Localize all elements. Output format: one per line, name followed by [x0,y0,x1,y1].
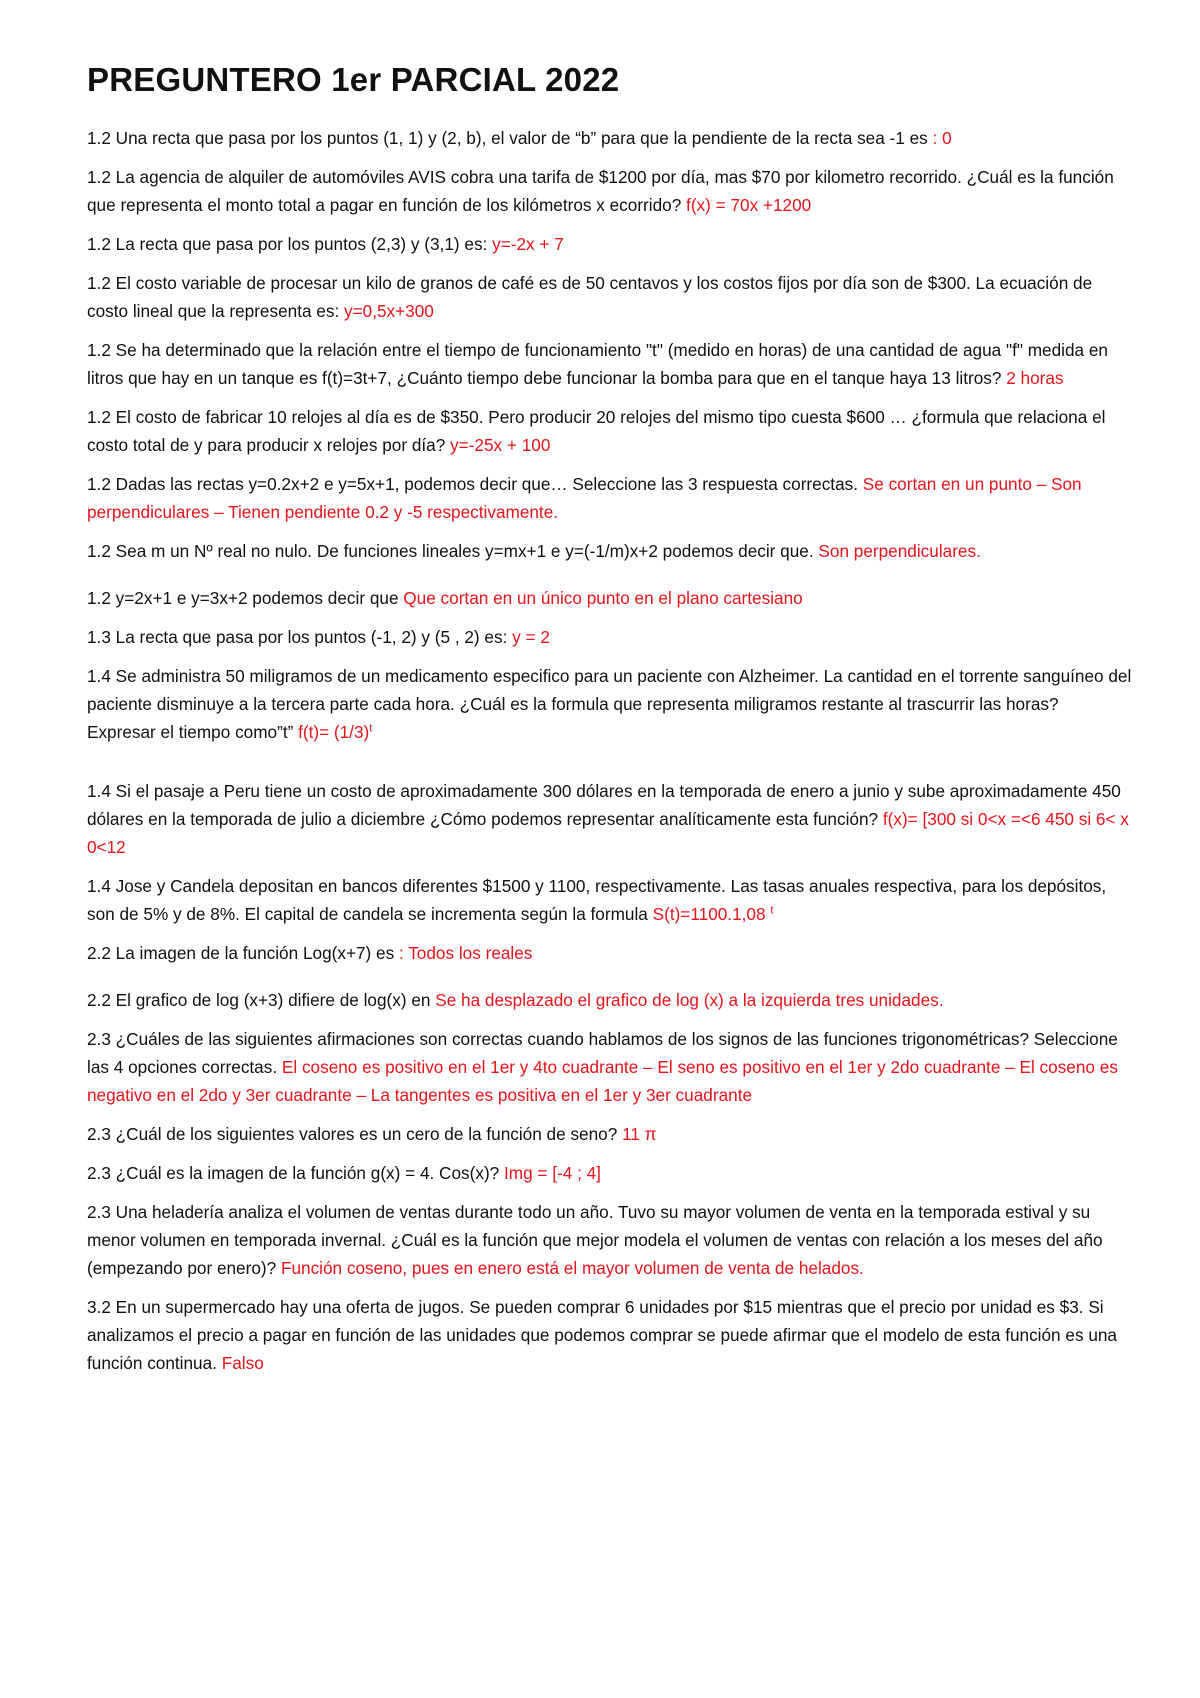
question-10 [87,623,1132,651]
question-11 [87,662,1132,746]
answer-text: y = 2 [512,627,550,647]
question-1 [87,124,1132,152]
question-text: 1.4 Jose y Candela depositan en bancos diferentes $1500 y 1100, respectivamente. Las tasas anuales respectiva, para los depósitos, son de 5% y de 8%. El capital de candela se incrementa según la formula [87,876,1107,924]
answer-text: f(x)= [300 si 0<x =<6 450 si 6< x 0<12 [87,809,1129,857]
answer-text: 2 horas [1006,368,1064,388]
answer-text: Se ha desplazado el grafico de log (x) a la izquierda tres unidades. [435,990,944,1010]
document-page [87,58,1132,1388]
answer-text: El coseno es positivo en el 1er y 4to cuadrante – El seno es positivo en el 1er y 2do cuadrante – El coseno es negativo en el 2do y 3er cuadrante – La tangentes es positiva en el 1er y 3er cuadrante [87,1057,1118,1105]
answer-text: y=0,5x+300 [344,301,434,321]
answer-text: y=-2x + 7 [492,234,564,254]
question-4 [87,269,1132,325]
question-text: 3.2 En un supermercado hay una oferta de jugos. Se pueden comprar 6 unidades por $15 mientras que el precio por unidad es $3. Si analizamos el precio a pagar en función de las unidades que podemos comprar se puede afirmar que el modelo de esta función es una función continua. [87,1297,1117,1373]
question-7 [87,470,1132,526]
question-14 [87,939,1132,967]
question-text: 2.2 El grafico de log (x+3) difiere de log(x) en [87,990,436,1010]
answer-text: Son perpendiculares. [818,541,981,561]
question-8 [87,537,1132,565]
question-text: 1.2 El costo de fabricar 10 relojes al día es de $350. Pero producir 20 relojes del mismo tipo cuesta $600 … ¿formula que relaciona el costo total de y para producir x relojes por día? [87,407,1106,455]
question-5 [87,336,1132,392]
answer-text: : 0 [932,128,952,148]
answer-text: Se cortan en un punto – Son perpendiculares – Tienen pendiente 0.2 y -5 respectivamente. [87,474,1082,522]
answer-exponent: t [770,904,774,917]
question-18 [87,1159,1132,1187]
question-text: 1.3 La recta que pasa por los puntos (-1, 2) y (5 , 2) es: [87,627,513,647]
spacer [87,576,1132,584]
answer-text: Img = [-4 ; 4] [504,1163,601,1183]
answer-text: S(t)=1100.1,08 [652,904,771,924]
answer-exponent: t [369,722,373,735]
spacer [87,978,1132,986]
answer-text: f(t)= (1/3) [298,722,370,742]
question-20 [87,1293,1132,1377]
answer-text: Falso [221,1353,264,1373]
question-text: 2.3 Una heladería analiza el volumen de ventas durante todo un año. Tuvo su mayor volumen de venta en la temporada estival y su menor volumen en temporada invernal. ¿Cuál es la función que mejor modela el volumen de ventas con relación a los meses del año (empezando por enero)? [87,1202,1103,1278]
question-text: 1.2 La agencia de alquiler de automóviles AVIS cobra una tarifa de $1200 por día, mas $70 por kilometro recorrido. ¿Cuál es la función que representa el monto total a pagar en función de los kilómetros x ecorrido? [87,167,1114,215]
question-2 [87,163,1132,219]
spacer [87,757,1132,777]
question-text: 1.2 Dadas las rectas y=0.2x+2 e y=5x+1, podemos decir que… Seleccione las 3 respuesta correctas. [87,474,863,494]
answer-text: Función coseno, pues en enero está el mayor volumen de venta de helados. [280,1258,864,1278]
question-text: 2.3 ¿Cuáles de las siguientes afirmaciones son correctas cuando hablamos de los signos de las funciones trigonométricas? Seleccione las 4 opciones correctas. [87,1029,1118,1077]
question-9 [87,584,1132,612]
answer-text: Que cortan en un único punto en el plano cartesiano [403,588,803,608]
answer-text: f(x) = 70x +1200 [686,195,812,215]
question-text: 2.3 ¿Cuál de los siguientes valores es un cero de la función de seno? [87,1124,623,1144]
question-text: 1.2 y=2x+1 e y=3x+2 podemos decir que [87,588,404,608]
question-text: 1.2 La recta que pasa por los puntos (2,3) y (3,1) es: [87,234,493,254]
answer-text: y=-25x + 100 [450,435,551,455]
question-text: 1.4 Si el pasaje a Peru tiene un costo de aproximadamente 300 dólares en la temporada de enero a junio y sube aproximadamente 450 dólares en la temporada de julio a diciembre ¿Cómo podemos representar analíticamente esta función? [87,781,1121,829]
question-13 [87,872,1132,928]
question-text: 2.3 ¿Cuál es la imagen de la función g(x) = 4. Cos(x)? [87,1163,504,1183]
question-text: 2.2 La imagen de la función Log(x+7) es [87,943,399,963]
question-text: 1.2 Se ha determinado que la relación entre el tiempo de funcionamiento "t" (medido en horas) de una cantidad de agua "f" medida en litros que hay en un tanque es f(t)=3t+7, ¿Cuánto tiempo debe funcionar la bomba para que en el tanque haya 13 litros? [87,340,1108,388]
question-15 [87,986,1132,1014]
question-12 [87,777,1132,861]
question-16 [87,1025,1132,1109]
question-text: 1.2 El costo variable de procesar un kilo de granos de café es de 50 centavos y los costos fijos por día son de $300. La ecuación de costo lineal que la representa es: [87,273,1093,321]
question-text: 1.2 Sea m un Nº real no nulo. De funciones lineales y=mx+1 e y=(-1/m)x+2 podemos decir que. [87,541,819,561]
question-19 [87,1198,1132,1282]
question-17 [87,1120,1132,1148]
question-text: 1.4 Se administra 50 miligramos de un medicamento especifico para un paciente con Alzheimer. La cantidad en el torrente sanguíneo del paciente disminuye a la tercera parte cada hora. ¿Cuál es la formula que representa miligramos restante al trascurrir las horas? Expresar el tiempo como”t” [87,666,1132,742]
answer-text: : Todos los reales [398,943,533,963]
answer-text: 11 π [622,1124,657,1144]
page-title: PREGUNTERO 1er PARCIAL 2022 [87,61,620,98]
question-3 [87,230,1132,258]
question-6 [87,403,1132,459]
question-text: 1.2 Una recta que pasa por los puntos (1, 1) y (2, b), el valor de “b” para que la pendiente de la recta sea -1 es [87,128,933,148]
